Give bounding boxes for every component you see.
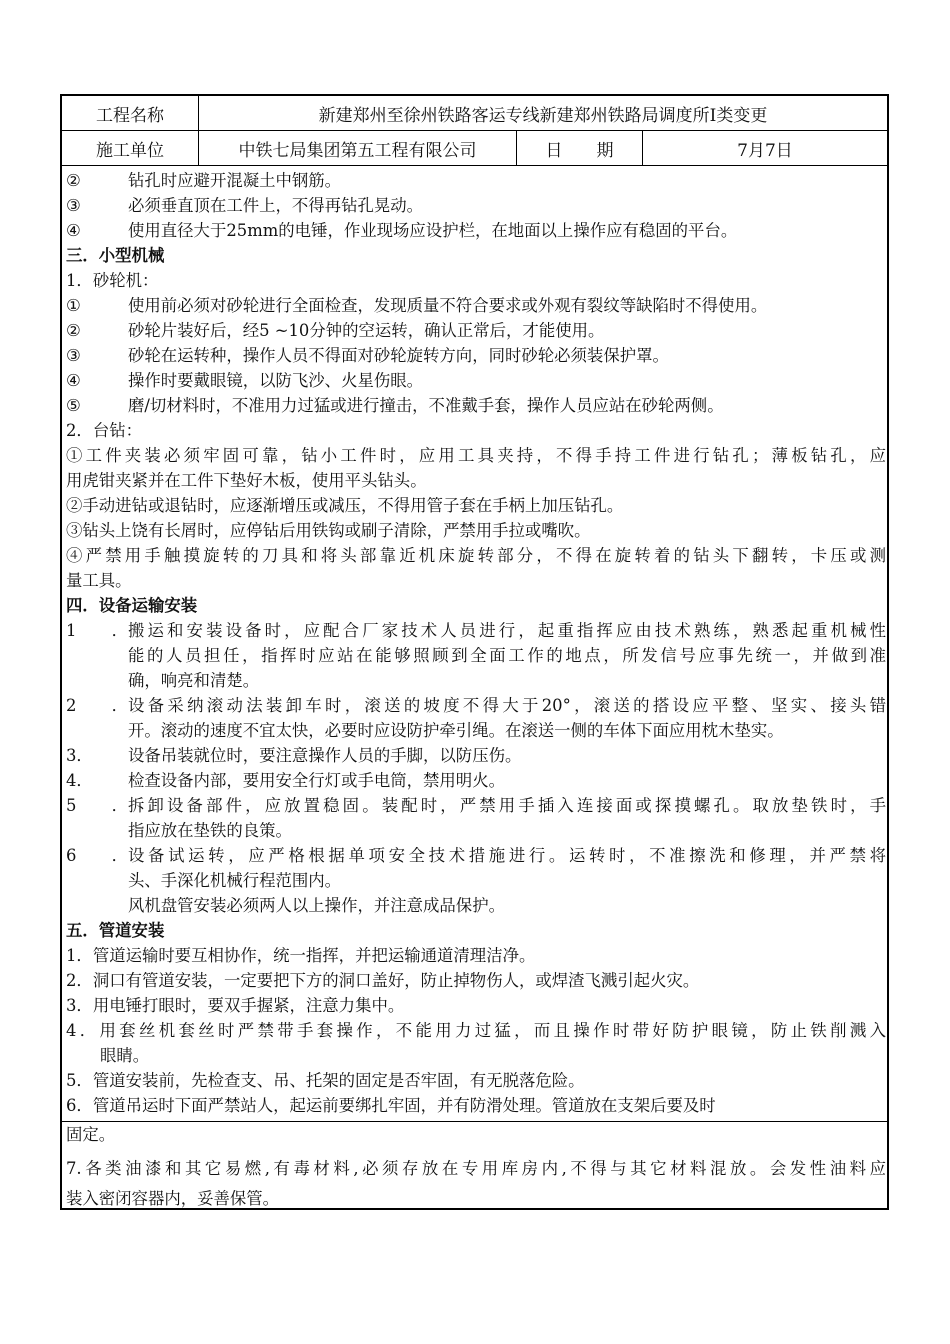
item-marker: ③ [66, 196, 81, 215]
list-item [66, 318, 886, 343]
item-text: 操作时要戴眼镜，以防飞沙、火星伤眼。 [128, 371, 424, 390]
item-marker: ① [66, 296, 81, 315]
paragraph-line: 装入密闭容器内，妥善保管。 [66, 1189, 280, 1208]
item-text: 风机盘管安装必须两人以上操作，并注意成品保护。 [128, 896, 505, 915]
paragraph-line: 5．管道安装前，先检查支、吊、托架的固定是否牢固，有无脱落危险。 [66, 1071, 585, 1090]
header-row-project [62, 96, 887, 131]
section-heading: 五．管道安装 [66, 921, 165, 940]
list-item [66, 293, 886, 318]
paragraph-line: 用虎钳夹紧并在工件下垫好木板，使用平头钻头。 [66, 471, 427, 490]
paragraph-line: 1．砂轮机： [66, 271, 159, 290]
paragraph-line: 量工具。 [66, 571, 132, 590]
unit-value: 中铁七局集团第五工程有限公司 [198, 131, 516, 165]
paragraph-line: 4．用套丝机套丝时严禁带手套操作，不能用力过猛，而且操作时带好防护眼镜，防止铁削溅入 [66, 1021, 886, 1040]
list-item-continuation: 头、手深化机械行程范围内。 [128, 871, 342, 890]
list-item [66, 193, 886, 218]
item-text: 检查设备内部，要用安全行灯或手电筒，禁用明火。 [128, 771, 505, 790]
item-text: 拆卸设备部件，应放置稳固。装配时，严禁用手插入连接面或探摸螺孔。取放垫铁时，手 [128, 796, 886, 815]
item-marker: 3． [66, 746, 93, 765]
section-heading: 四．设备运输安装 [66, 596, 198, 615]
list-item-continuation: 确，响亮和清楚。 [128, 671, 260, 690]
paragraph-line: ②手动进钻或退钻时，应逐渐增压或减压，不得用管子套在手柄上加压钻孔。 [66, 496, 624, 515]
list-item-continuation: 指应放在垫铁的良策。 [128, 821, 292, 840]
form-frame [60, 94, 889, 1210]
item-text: 必须垂直顶在工件上，不得再钻孔晃动。 [128, 196, 424, 215]
list-item [66, 893, 886, 918]
list-item [66, 768, 886, 793]
item-marker: ④ [66, 221, 81, 240]
list-item-continuation: 开。滚动的速度不宜太快，必要时应设防护牵引绳。在滚送一侧的车体下面应用枕木垫实。 [128, 721, 784, 740]
date-label: 日 期 [516, 131, 642, 165]
paragraph-line: ④严禁用手触摸旋转的刀具和将头部靠近机床旋转部分，不得在旋转着的钻头下翻转，卡压或测 [66, 546, 886, 565]
item-text: 设备吊装就位时，要注意操作人员的手脚，以防压伤。 [128, 746, 522, 765]
item-marker: ⑤ [66, 396, 81, 415]
paragraph-line: ③钻头上饶有长屑时，应停钻后用铁钩或刷子清除，严禁用手拉或嘴吹。 [66, 521, 591, 540]
list-item [66, 618, 886, 643]
paragraph-line: 3．用电锤打眼时，要双手握紧，注意力集中。 [66, 996, 405, 1015]
item-marker: 1． [66, 621, 128, 640]
list-item [66, 218, 886, 243]
list-item [66, 793, 886, 818]
item-text: 磨/切材料时，不准用力过猛或进行撞击，不准戴手套，操作人员应站在砂轮两侧。 [128, 396, 724, 415]
item-text: 搬运和安装设备时，应配合厂家技术人员进行，起重指挥应由技术熟练，熟悉起重机械性 [128, 621, 886, 640]
date-value: 7月7日 [642, 131, 887, 165]
item-marker: 6． [66, 846, 128, 865]
header-row-unit [62, 131, 887, 166]
content-body [66, 168, 886, 1211]
item-marker: ③ [66, 346, 81, 365]
item-marker: 2． [66, 696, 128, 715]
item-text: 砂轮片装好后，经5 ~10分钟的空运转，确认正常后，才能使用。 [128, 321, 605, 340]
list-item-continuation: 眼睛。 [100, 1046, 150, 1065]
item-text: 设备采纳滚动法装卸车时，滚送的坡度不得大于20°，滚送的搭设应平整、坚实、接头错 [128, 696, 886, 715]
item-text: 设备试运转，应严格根据单项安全技术措施进行。运转时，不准擦洗和修理，并严禁将 [128, 846, 886, 865]
paragraph-line: ①工件夹装必须牢固可靠，钻小工件时，应用工具夹持，不得手持工件进行钻孔；薄板钻孔，应 [66, 446, 886, 465]
list-item [66, 693, 886, 718]
paragraph-line: 2．洞口有管道安装，一定要把下方的洞口盖好，防止掉物伤人，或焊渣飞溅引起火灾。 [66, 971, 700, 990]
item-marker: ② [66, 171, 81, 190]
list-item [66, 393, 886, 418]
list-item [66, 843, 886, 868]
item-text: 钻孔时应避开混凝土中钢筋。 [128, 171, 342, 190]
paragraph-line: 6．管道吊运时下面严禁站人，起运前要绑扎牢固，并有防滑处理。管道放在支架后要及时 [66, 1096, 716, 1115]
item-text: 砂轮在运转种，操作人员不得面对砂轮旋转方向，同时砂轮必须装保护罩。 [128, 346, 669, 365]
item-marker: ② [66, 321, 81, 340]
item-marker: 4． [66, 771, 93, 790]
list-item [66, 368, 886, 393]
project-label: 工程名称 [96, 105, 164, 126]
unit-label: 施工单位 [96, 140, 164, 161]
paragraph-line: 固定。 [66, 1125, 116, 1144]
paragraph-line: 2．台钻： [66, 421, 142, 440]
project-value: 新建郑州至徐州铁路客运专线新建郑州铁路局调度所Ⅰ类变更 [198, 96, 887, 130]
paragraph-line: 7.各类油漆和其它易燃,有毒材料,必须存放在专用库房内,不得与其它材料混放。会发性油料应 [66, 1159, 886, 1178]
list-item [66, 168, 886, 193]
paragraph-line: 1．管道运输时要互相协作，统一指挥，并把运输通道清理洁净。 [66, 946, 536, 965]
section-heading: 三．小型机械 [66, 246, 165, 265]
item-text: 使用直径大于25mm的电锤，作业现场应设护栏，在地面以上操作应有稳固的平台。 [128, 221, 738, 240]
item-text: 使用前必须对砂轮进行全面检查，发现质量不符合要求或外观有裂纹等缺陷时不得使用。 [128, 296, 768, 315]
list-item [66, 343, 886, 368]
list-item [66, 743, 886, 768]
item-marker: ④ [66, 371, 81, 390]
item-marker: 5． [66, 796, 128, 815]
list-item-continuation: 能的人员担任，指挥时应站在能够照顾到全面工作的地点，所发信号应事先统一，并做到准 [128, 646, 886, 665]
